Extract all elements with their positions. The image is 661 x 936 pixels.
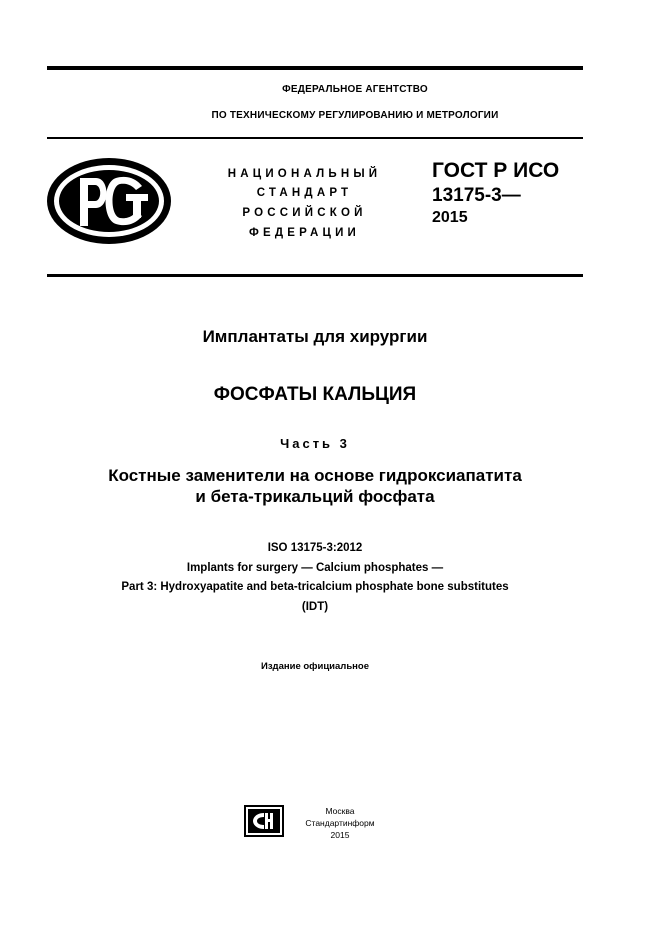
edition-note: Издание официальное xyxy=(261,661,369,672)
national-standard-label-line4: ФЕДЕРАЦИИ xyxy=(248,227,361,239)
iso-title-line1: Implants for surgery — Calcium phosphates — xyxy=(186,562,444,574)
agency-name-line1: ФЕДЕРАЛЬНОЕ АГЕНТСТВО xyxy=(282,84,428,95)
publisher-city: Москва xyxy=(325,806,355,816)
publisher-name: Стандартинформ xyxy=(305,818,375,828)
document-title: Имплантаты для хирургии xyxy=(202,327,428,346)
gost-designation-line3: 2015 xyxy=(432,209,468,226)
national-standard-label-line1: НАЦИОНАЛЬНЫЙ xyxy=(227,168,382,180)
gost-designation-line2: 13175-3— xyxy=(432,185,521,206)
agency-name-line2: ПО ТЕХНИЧЕСКОМУ РЕГУЛИРОВАНИЮ И МЕТРОЛОГИИ xyxy=(211,110,499,121)
top-rule xyxy=(47,66,583,70)
iso-number: ISO 13175-3:2012 xyxy=(267,542,363,554)
document-subtitle: ФОСФАТЫ КАЛЬЦИЯ xyxy=(213,384,417,405)
gost-designation-line1: ГОСТ Р ИСО xyxy=(432,159,560,182)
header-rule xyxy=(47,137,583,139)
part-label: Часть 3 xyxy=(280,436,350,451)
iso-title-line2: Part 3: Hydroxyapatite and beta-tricalcium phosphate bone substitutes xyxy=(121,581,509,593)
national-standard-label-line2: СТАНДАРТ xyxy=(256,187,353,199)
iso-idt: (IDT) xyxy=(301,601,329,613)
standartinform-logo xyxy=(244,805,284,837)
gost-r-logo xyxy=(44,156,174,246)
part-title-line1: Костные заменители на основе гидроксиапатита xyxy=(108,466,522,485)
part-title-line2: и бета-трикальций фосфата xyxy=(195,487,435,506)
national-standard-label-line3: РОССИЙСКОЙ xyxy=(242,207,367,219)
publisher-year: 2015 xyxy=(330,830,350,840)
logo-block-rule xyxy=(47,274,583,277)
